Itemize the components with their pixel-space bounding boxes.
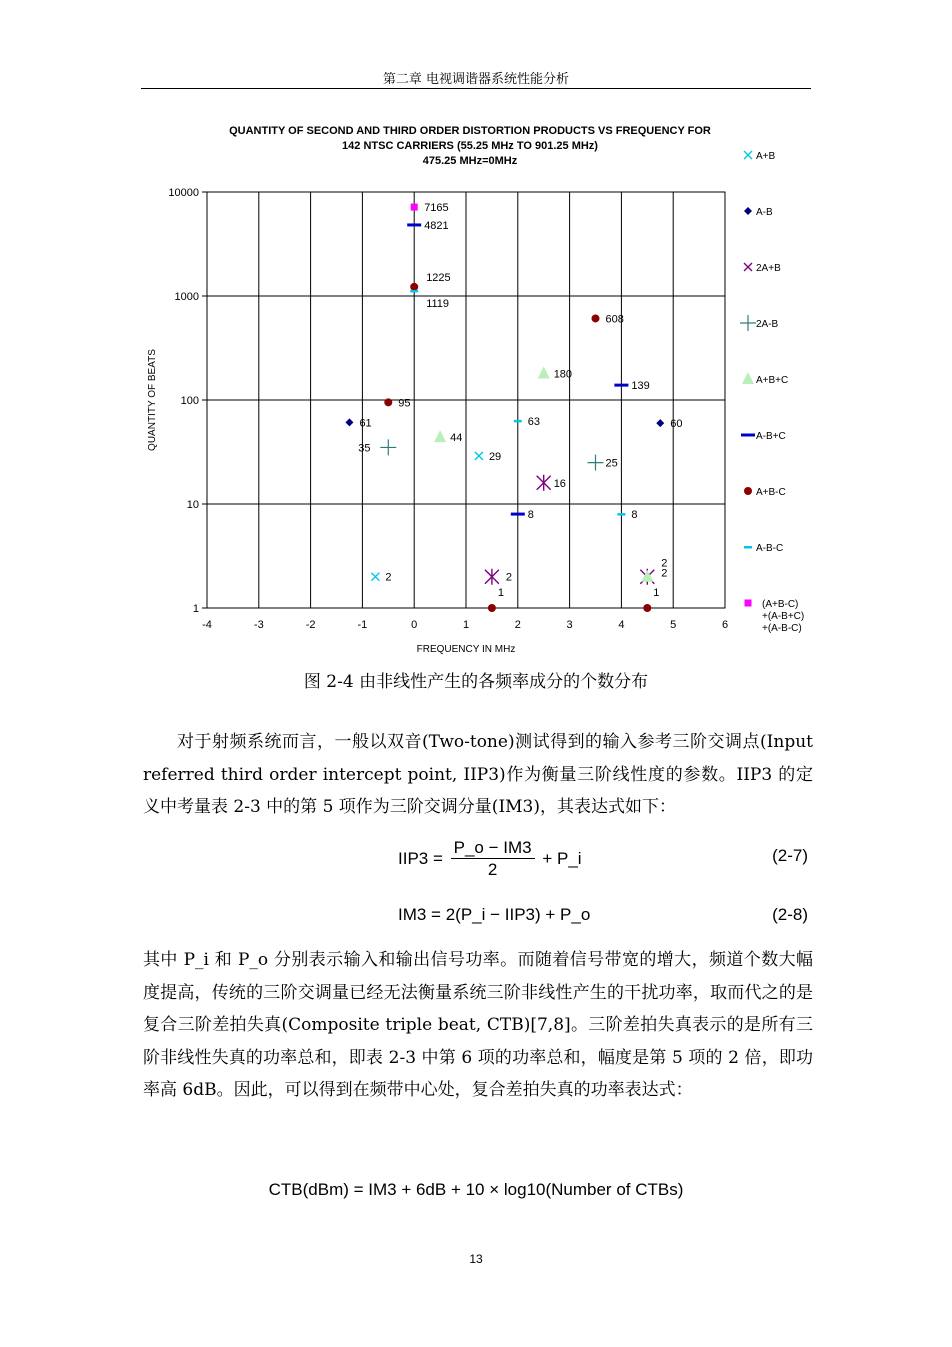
page-header: 第二章 电视调谐器系统性能分析 [382, 72, 570, 87]
data-point [614, 384, 628, 387]
legend-label: A+B+C [756, 375, 789, 386]
data-point [488, 604, 496, 612]
legend-marker [744, 263, 752, 271]
chart-title-line-2: 142 NTSC CARRIERS (55.25 MHz TO 901.25 MHz) [342, 140, 598, 152]
data-label: 61 [359, 417, 372, 430]
data-label: 608 [605, 313, 624, 326]
y-tick-label: 1000 [174, 291, 199, 303]
data-point [641, 570, 653, 582]
data-label: 139 [631, 380, 650, 393]
data-point [511, 513, 525, 516]
x-tick-label: -3 [253, 619, 264, 631]
eq2-number: (2-8) [772, 905, 808, 924]
data-label: 180 [553, 368, 573, 381]
data-label: 2 [505, 571, 513, 584]
data-label: 1 [653, 587, 660, 599]
data-point [588, 455, 604, 471]
data-point [537, 475, 551, 491]
data-point [371, 573, 379, 581]
data-label: 7165 [424, 202, 449, 215]
chart-title-line-3: 475.25 MHz=0MHz [422, 155, 518, 167]
data-label: 95 [398, 397, 411, 410]
equation-ctb: CTB(dBm) = IM3 + 6dB + 10 × log10(Number of CTBs) [268, 1180, 684, 1199]
eq1-lhs: IIP3 = [398, 848, 443, 868]
distortion-chart [0, 0, 952, 660]
legend-marker [744, 487, 752, 495]
data-point [434, 430, 446, 442]
legend-label: A+B-C [756, 487, 786, 498]
data-point [407, 223, 421, 226]
data-label: 4821 [424, 219, 449, 232]
paragraph-iip3: 对于射频系统而言，一般以双音(Two-tone)测试得到的输入参考三阶交调点(Input referred third order intercept point, IIP3)作为衡量三阶线性度的参数。IIP3 的定义中考量表 2-3 中的第 5 项作为三阶交调分量(IM3)，其表达式如下： [143, 732, 813, 817]
legend-label: +(A-B-C) [762, 623, 802, 634]
y-tick-label: 10 [186, 499, 199, 511]
data-label: 35 [358, 442, 371, 455]
legend-label: A-B+C [756, 431, 786, 442]
x-tick-label: -2 [305, 619, 316, 631]
data-point [410, 290, 418, 293]
data-point [592, 314, 600, 322]
legend-marker [745, 600, 752, 607]
y-axis-label: QUANTITY OF BEATS [147, 349, 158, 451]
data-label: 8 [631, 509, 638, 522]
data-label: 1119 [426, 297, 450, 310]
data-point [514, 420, 522, 423]
data-label: 60 [670, 418, 683, 431]
x-tick-label: 4 [618, 619, 625, 631]
data-point [538, 366, 550, 378]
data-label: 1 [497, 587, 505, 599]
data-point [617, 513, 625, 516]
x-tick-label: 2 [514, 619, 521, 631]
data-point [345, 418, 353, 426]
legend-label: 2A-B [756, 319, 779, 330]
eq1-tail: + P_i [542, 848, 582, 868]
data-point [410, 283, 418, 291]
legend-marker [744, 207, 752, 215]
legend-marker [744, 151, 752, 159]
legend-label: (A+B-C) [762, 599, 799, 610]
legend-label: A+B [756, 151, 776, 162]
eq1-fraction [451, 838, 535, 881]
x-tick-label: 1 [462, 619, 470, 631]
legend-label: A-B-C [756, 543, 784, 554]
data-point [656, 419, 664, 427]
eq1-numerator: P_o − IM3 [451, 838, 535, 859]
x-tick-label: -4 [202, 619, 212, 631]
data-point [384, 398, 392, 406]
data-label: 1225 [426, 271, 451, 284]
figure-caption: 图 2-4 由非线性产生的各频率成分的个数分布 [303, 672, 649, 692]
legend-marker [740, 315, 756, 331]
legend-label: A-B [756, 207, 773, 218]
data-label: 29 [488, 450, 502, 463]
data-point [643, 604, 651, 612]
legend-label: +(A-B+C) [762, 611, 805, 622]
eq1-denominator: 2 [487, 860, 498, 879]
data-label: 16 [553, 477, 566, 490]
data-label: 44 [450, 432, 463, 445]
page-number: 13 [469, 1252, 483, 1266]
y-tick-label: 10000 [168, 187, 199, 199]
data-point [475, 452, 483, 460]
data-label: 2 [661, 557, 668, 570]
data-label: 63 [527, 415, 541, 428]
x-tick-label: -1 [357, 619, 368, 631]
legend-marker [744, 546, 752, 549]
data-label: 2 [385, 571, 392, 584]
data-label: 8 [527, 509, 534, 522]
x-tick-label: 6 [721, 619, 729, 631]
x-tick-label: 5 [670, 619, 677, 631]
data-label: 2 [661, 567, 668, 580]
data-point [411, 204, 418, 211]
eq1-number: (2-7) [772, 846, 808, 865]
x-axis-label: FREQUENCY IN MHz [416, 644, 516, 655]
data-point [380, 439, 396, 455]
paragraph-ctb: 其中 P_i 和 P_o 分别表示输入和输出信号功率。而随着信号带宽的增大，频道个数大幅度提高，传统的三阶交调量已经无法衡量系统三阶非线性产生的干扰功率，取而代之的是复合三阶差拍失真(Composite triple beat, CTB)[7,8]。三阶差拍失真表示的是所有三阶非线性失真的功率总和，即表 2-3 中第 6 项的功率总和，幅度是第 5 项的 2 倍，即功率高 6dB。因此，可以得到在频带中心处，复合差拍失真的功率表达式： [143, 950, 813, 1100]
y-tick-label: 1 [192, 603, 199, 615]
data-label: 25 [605, 457, 618, 470]
legend-label: 2A+B [756, 263, 781, 274]
legend-marker [741, 434, 755, 437]
y-tick-label: 100 [180, 395, 199, 407]
legend-marker [742, 372, 754, 384]
x-tick-label: 0 [411, 619, 418, 631]
chart-title-line-1: QUANTITY OF SECOND AND THIRD ORDER DISTORTION PRODUCTS VS FREQUENCY FOR [229, 125, 711, 137]
data-point [485, 569, 499, 585]
x-tick-label: 3 [566, 619, 573, 631]
equation-iip3 [398, 838, 582, 881]
equation-im3: IM3 = 2(P_i − IIP3) + P_o [398, 905, 591, 924]
